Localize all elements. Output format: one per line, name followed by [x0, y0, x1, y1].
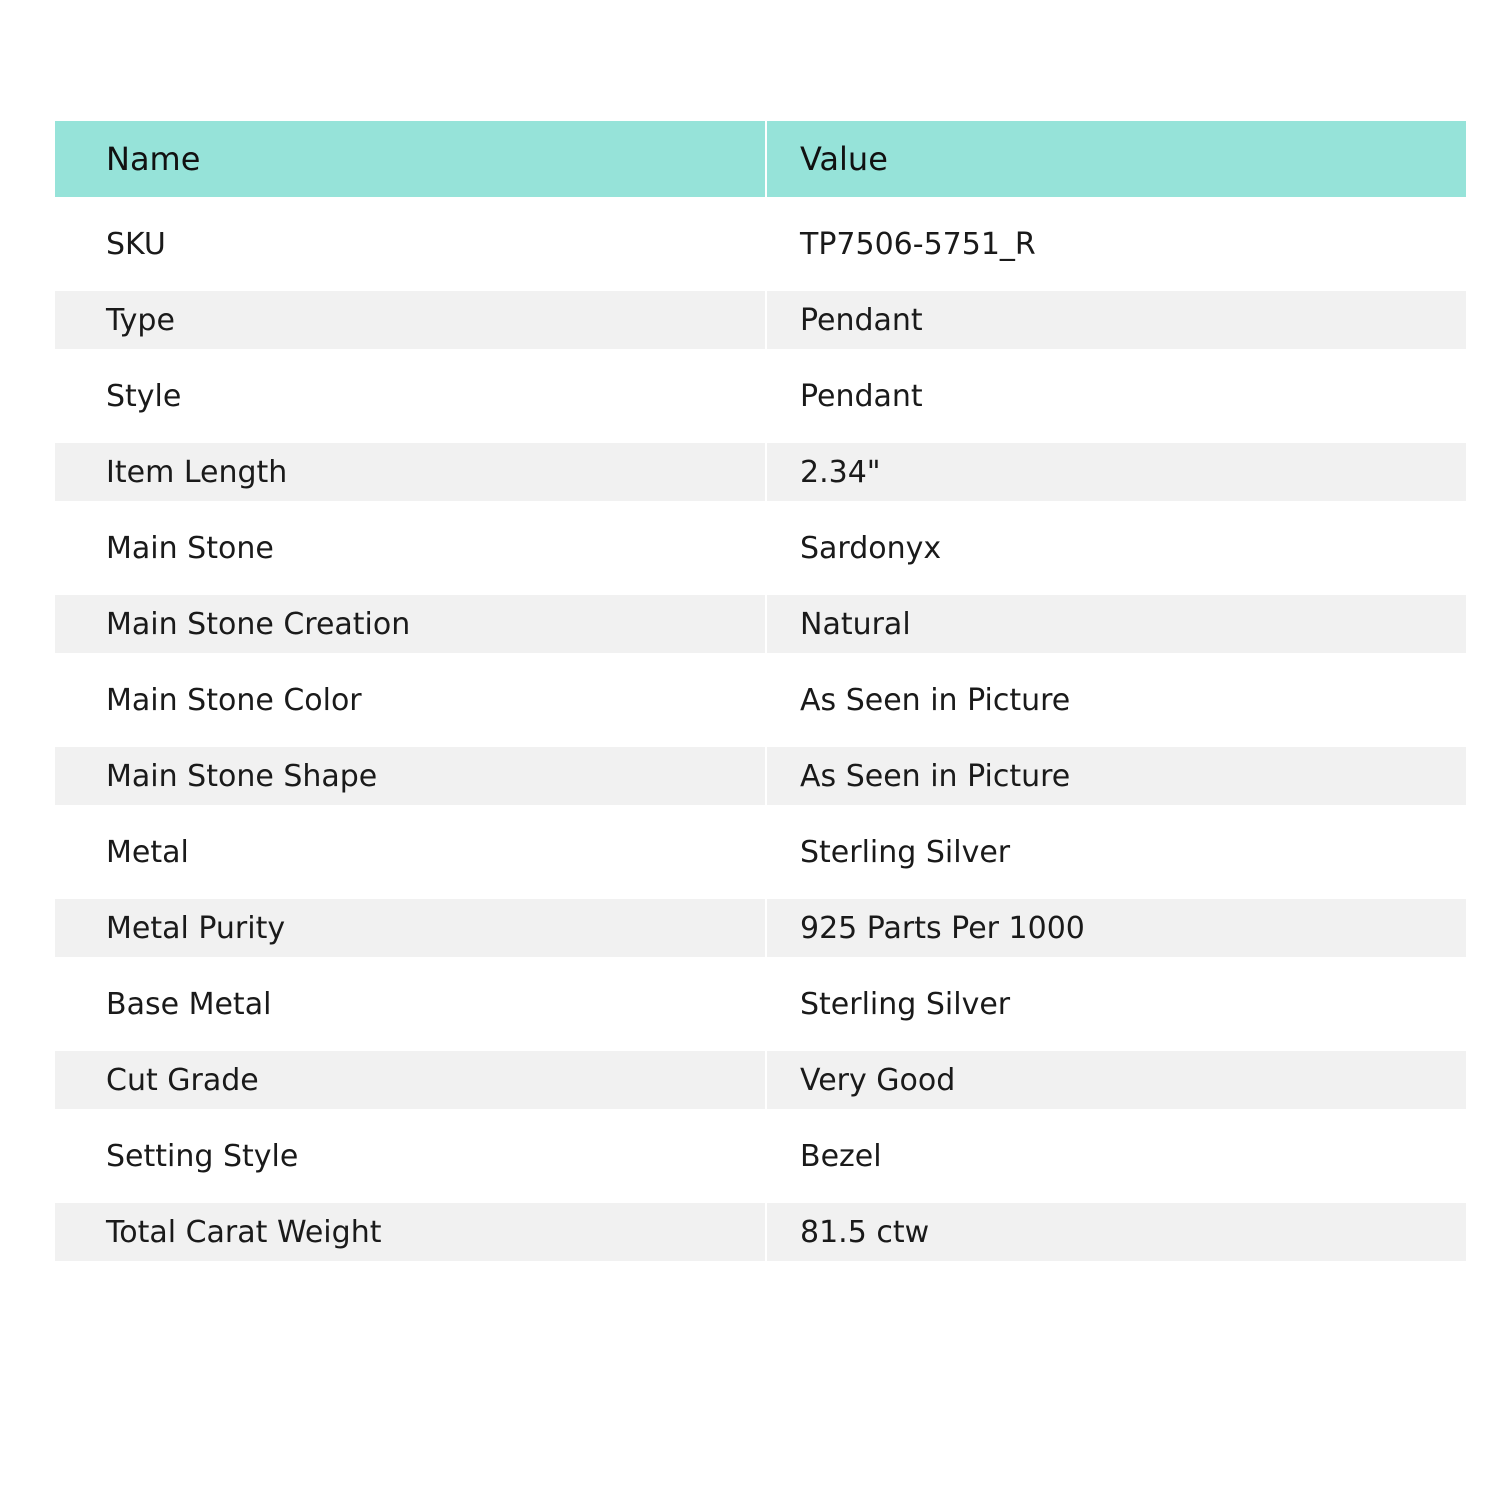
- table-row: [55, 586, 1466, 662]
- row-name: Setting Style: [55, 1118, 766, 1194]
- row-name: Metal Purity: [55, 890, 766, 966]
- row-name: Style: [55, 358, 766, 434]
- table-row: [55, 1194, 1466, 1261]
- table-row: [55, 434, 1466, 510]
- table-row: [55, 358, 1466, 434]
- row-value: 2.34": [766, 434, 1466, 510]
- row-name: Base Metal: [55, 966, 766, 1042]
- row-name: Main Stone Shape: [55, 738, 766, 814]
- row-name: Cut Grade: [55, 1042, 766, 1118]
- table-row: [55, 510, 1466, 586]
- row-name: Main Stone Color: [55, 662, 766, 738]
- table-header: [55, 121, 1466, 206]
- row-value: Bezel: [766, 1118, 1466, 1194]
- row-value: 925 Parts Per 1000: [766, 890, 1466, 966]
- table-row: [55, 966, 1466, 1042]
- table-row: [55, 1118, 1466, 1194]
- row-name: Total Carat Weight: [55, 1194, 766, 1261]
- table-row: [55, 1042, 1466, 1118]
- row-name: Main Stone Creation: [55, 586, 766, 662]
- row-value: Sardonyx: [766, 510, 1466, 586]
- row-value: Very Good: [766, 1042, 1466, 1118]
- row-name: SKU: [55, 206, 766, 282]
- header-row: [55, 121, 1466, 206]
- column-header-value: Value: [766, 121, 1466, 206]
- table-row: [55, 814, 1466, 890]
- row-name: Metal: [55, 814, 766, 890]
- table-row: [55, 282, 1466, 358]
- row-value: As Seen in Picture: [766, 662, 1466, 738]
- row-value: Sterling Silver: [766, 966, 1466, 1042]
- spec-table: [55, 121, 1466, 1261]
- column-header-name: Name: [55, 121, 766, 206]
- row-value: Sterling Silver: [766, 814, 1466, 890]
- row-value: Pendant: [766, 358, 1466, 434]
- row-value: Natural: [766, 586, 1466, 662]
- row-name: Main Stone: [55, 510, 766, 586]
- table-row: [55, 890, 1466, 966]
- table-body: [55, 206, 1466, 1261]
- row-value: 81.5 ctw: [766, 1194, 1466, 1261]
- table-row: [55, 738, 1466, 814]
- table-row: [55, 662, 1466, 738]
- row-value: As Seen in Picture: [766, 738, 1466, 814]
- table-row: [55, 206, 1466, 282]
- row-value: TP7506-5751_R: [766, 206, 1466, 282]
- row-name: Type: [55, 282, 766, 358]
- row-name: Item Length: [55, 434, 766, 510]
- row-value: Pendant: [766, 282, 1466, 358]
